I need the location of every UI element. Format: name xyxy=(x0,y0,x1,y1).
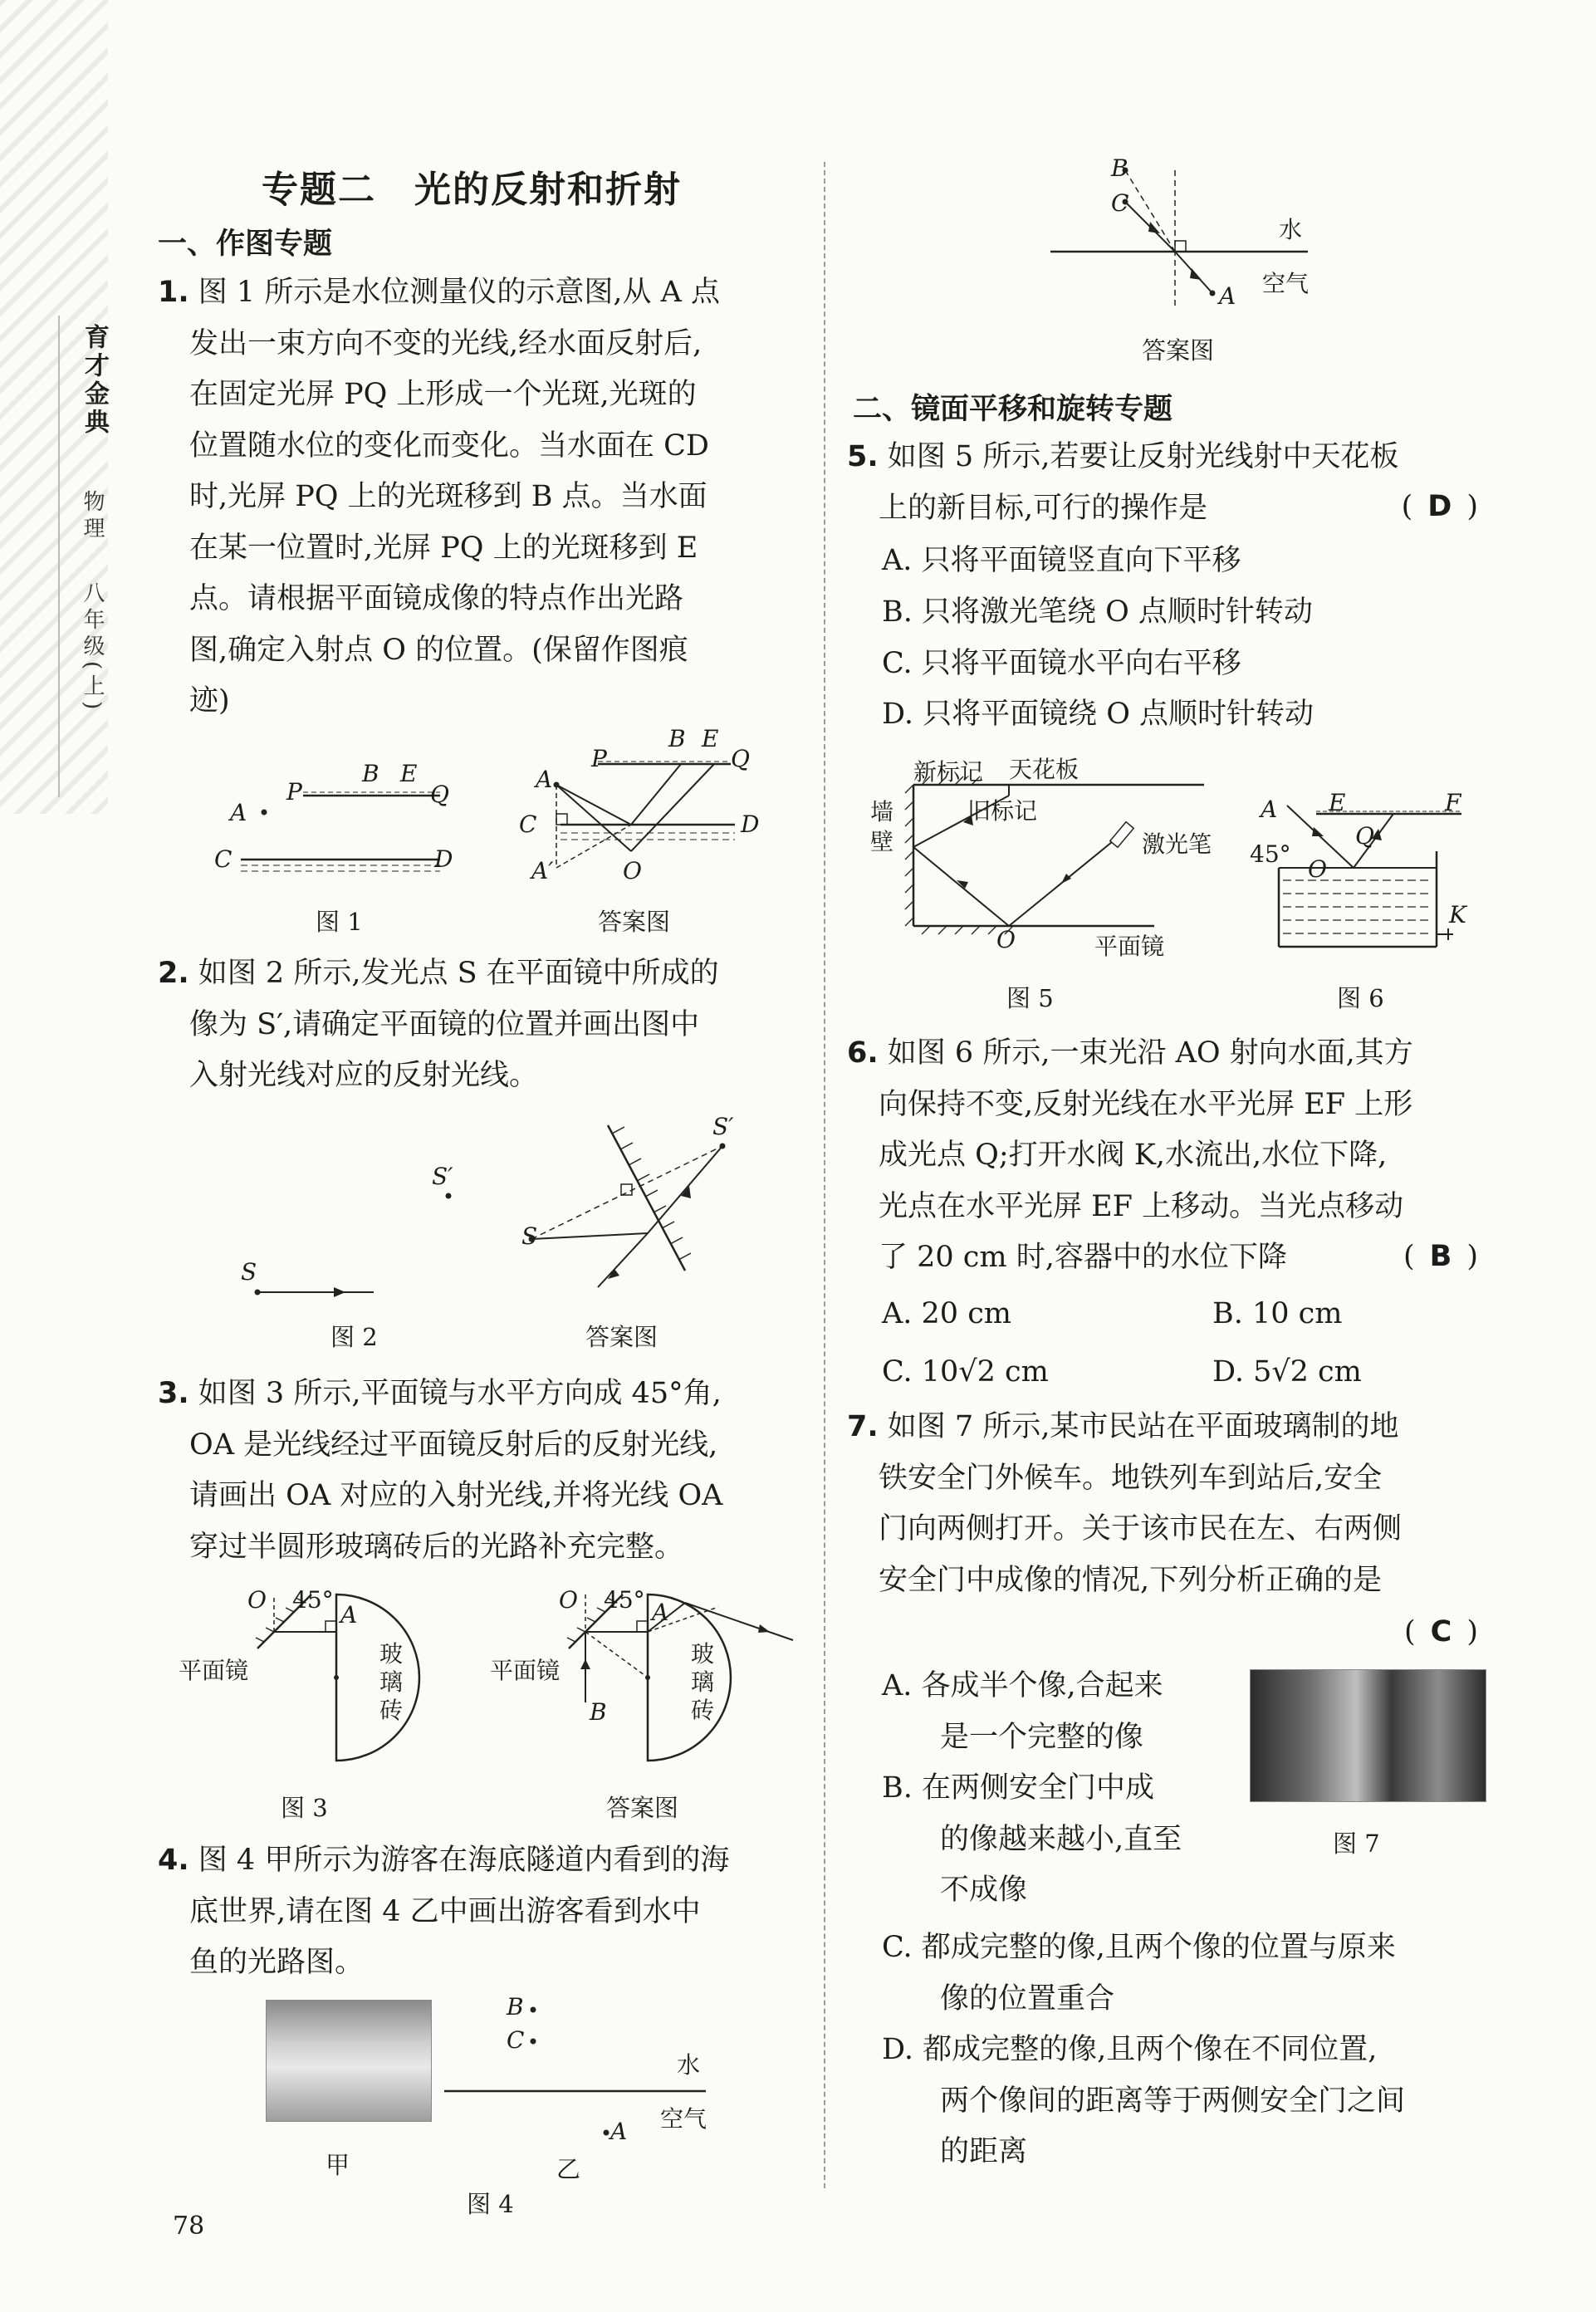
glass-label-char: 玻 xyxy=(379,1640,404,1668)
figure-2-answer-caption: 答案图 xyxy=(585,1323,658,1351)
question-number: 5. xyxy=(847,440,879,473)
option-7a xyxy=(882,1661,1163,1763)
wall-label-char: 墙 xyxy=(870,798,894,825)
question-line: 向保持不变,反射光线在水平光屏 EF 上形 xyxy=(879,1087,1413,1121)
answer-4-air-label: 空气 xyxy=(1262,270,1310,297)
question-number: 7. xyxy=(847,1410,879,1443)
option-line: 两个像间的距离等于两侧安全门之间 xyxy=(882,2084,1406,2118)
figure-6-caption: 图 6 xyxy=(1337,984,1384,1012)
figure-3-glass-label xyxy=(379,1640,403,1725)
answer-5: ( D ) xyxy=(1401,490,1478,523)
figure-5-old-mark-label: 旧标记 xyxy=(967,797,1038,825)
option-line: A. 各成半个像,合起来 xyxy=(882,1669,1163,1702)
page-title: 专题二 光的反射和折射 xyxy=(262,169,682,211)
question-line: 在某一位置时,光屏 PQ 上的光斑移到 E xyxy=(189,531,698,565)
question-number: 1. xyxy=(158,276,189,309)
figure-3-answer-mirror-label: 平面镜 xyxy=(490,1657,561,1684)
option-6c: C. 10√2 cm xyxy=(882,1355,1049,1389)
question-line: 发出一束方向不变的光线,经水面反射后, xyxy=(189,326,703,360)
column-divider xyxy=(824,162,825,2188)
glass-label-char: 璃 xyxy=(379,1668,404,1696)
section-heading-2: 二、镜面平移和旋转专题 xyxy=(853,393,1173,426)
option-5a: A. 只将平面镜竖直向下平移 xyxy=(882,544,1241,577)
question-line: 了 20 cm 时,容器中的水位下降 xyxy=(879,1241,1287,1274)
figure-1-answer-caption: 答案图 xyxy=(598,908,671,936)
figure-3-caption: 图 3 xyxy=(281,1794,328,1822)
option-line: 的距离 xyxy=(882,2135,1028,2168)
option-6a: A. 20 cm xyxy=(882,1297,1011,1330)
option-7c xyxy=(882,1923,1396,2025)
option-line: 不成像 xyxy=(882,1874,1028,1907)
question-line: 图 4 甲所示为游客在海底隧道内看到的海 xyxy=(198,1844,730,1877)
figure-4-answer-caption: 答案图 xyxy=(1142,336,1215,365)
section-heading-1: 一、作图专题 xyxy=(158,228,333,261)
answer-7: ( C ) xyxy=(1404,1615,1478,1648)
option-7b xyxy=(882,1763,1182,1917)
question-line: 在固定光屏 PQ 上形成一个光斑,光斑的 xyxy=(189,378,697,411)
question-line: 点。请根据平面镜成像的特点作出光路 xyxy=(189,582,684,615)
question-line: 上的新目标,可行的操作是 xyxy=(879,491,1208,525)
question-line: OA 是光线经过平面镜反射后的反射光线, xyxy=(189,1428,718,1462)
figure-3-answer-glass-label xyxy=(691,1640,714,1725)
question-line: 成光点 Q;打开水阀 K,水流出,水位下降, xyxy=(879,1139,1388,1172)
question-line: 时,光屏 PQ 上的光斑移到 B 点。当水面 xyxy=(189,480,707,513)
option-5b: B. 只将激光笔绕 O 点顺时针转动 xyxy=(882,595,1313,629)
answer-6: ( B ) xyxy=(1403,1240,1478,1273)
question-line: 请画出 OA 对应的入射光线,并将光线 OA xyxy=(189,1479,723,1512)
question-2 xyxy=(158,948,797,1102)
question-line: 像为 S′,请确定平面镜的位置并画出图中 xyxy=(189,1007,700,1041)
question-line: 图 1 所示是水位测量仪的示意图,从 A 点 xyxy=(198,276,720,309)
question-line: 光点在水平光屏 EF 上移动。当光点移动 xyxy=(879,1189,1404,1223)
figure-2-answer-diagram xyxy=(515,1113,764,1296)
figure-5-mirror-label: 平面镜 xyxy=(1094,933,1165,960)
option-line: B. 在两侧安全门中成 xyxy=(882,1771,1154,1805)
glass-label-char: 砖 xyxy=(379,1697,404,1724)
figure-7-caption: 图 7 xyxy=(1333,1830,1380,1858)
figure-3-answer-caption: 答案图 xyxy=(606,1794,679,1822)
figure-4a-label: 甲 xyxy=(326,2151,350,2179)
glass-label-char: 砖 xyxy=(691,1697,715,1724)
question-1 xyxy=(158,267,797,727)
question-line: 如图 7 所示,某市民站在平面玻璃制的地 xyxy=(887,1410,1399,1443)
figure-2-caption: 图 2 xyxy=(330,1323,378,1351)
figure-4-water-label: 水 xyxy=(677,2051,701,2079)
figure-3-mirror-label: 平面镜 xyxy=(179,1657,249,1684)
subway-door-photo xyxy=(1250,1669,1486,1802)
sidebar-divider xyxy=(58,316,60,797)
option-line: 像的位置重合 xyxy=(882,1981,1115,2016)
question-line: 如图 5 所示,若要让反射光线射中天花板 xyxy=(887,440,1399,473)
figure-4b-label: 乙 xyxy=(556,2155,581,2183)
option-line: C. 都成完整的像,且两个像的位置与原来 xyxy=(882,1931,1396,1964)
figure-5-ceiling-label: 天花板 xyxy=(1009,756,1080,783)
figure-1-caption: 图 1 xyxy=(316,908,363,936)
question-line: 门向两侧打开。关于该市民在左、右两侧 xyxy=(879,1512,1403,1545)
answer-letter: D xyxy=(1427,490,1452,523)
sidebar-brand: 育才金典 xyxy=(80,324,109,437)
question-3 xyxy=(158,1369,797,1573)
question-number: 4. xyxy=(158,1844,189,1877)
question-line: 安全门中成像的情况,下列分析正确的是 xyxy=(879,1563,1383,1597)
sidebar-subject: 物理 xyxy=(80,490,105,543)
question-7 xyxy=(847,1402,1495,1606)
question-4 xyxy=(158,1835,797,1989)
question-line: 鱼的光路图。 xyxy=(189,1946,365,1979)
question-line: 如图 3 所示,平面镜与水平方向成 45°角, xyxy=(198,1377,722,1410)
option-7d xyxy=(882,2025,1405,2178)
option-6d: D. 5√2 cm xyxy=(1212,1355,1362,1389)
undersea-tunnel-photo xyxy=(266,2000,432,2122)
answer-letter: B xyxy=(1429,1240,1452,1273)
question-line: 迹) xyxy=(189,684,230,718)
glass-label-char: 玻 xyxy=(691,1640,715,1668)
question-line: 位置随水位的变化而变化。当水面在 CD xyxy=(189,429,709,463)
question-line: 底世界,请在图 4 乙中画出游客看到水中 xyxy=(189,1894,701,1928)
option-5d: D. 只将平面镜绕 O 点顺时针转动 xyxy=(882,698,1314,731)
figure-1-diagram xyxy=(216,756,465,880)
figure-3-answer-diagram xyxy=(552,1586,818,1769)
question-number: 2. xyxy=(158,957,189,990)
question-number: 6. xyxy=(847,1036,879,1070)
option-line: 的像越来越小,直至 xyxy=(882,1822,1182,1856)
figure-4-air-label: 空气 xyxy=(660,2105,707,2133)
sidebar-grade: 八年级(上) xyxy=(80,581,105,715)
answer-letter: C xyxy=(1430,1615,1452,1648)
question-line: 入射光线对应的反射光线。 xyxy=(189,1059,539,1092)
option-line: D. 都成完整的像,且两个像在不同位置, xyxy=(882,2033,1378,2066)
figure-5-caption: 图 5 xyxy=(1006,984,1054,1012)
question-line: 如图 6 所示,一束光沿 AO 射向水面,其方 xyxy=(887,1036,1413,1070)
figure-5-laser-label: 激光笔 xyxy=(1142,830,1212,858)
option-5c: C. 只将平面镜水平向右平移 xyxy=(882,647,1241,680)
option-line: 是一个完整的像 xyxy=(882,1720,1144,1754)
question-line: 图,确定入射点 O 的位置。(保留作图痕 xyxy=(189,633,688,667)
page-number: 78 xyxy=(173,2212,205,2241)
figure-5-new-mark-label: 新标记 xyxy=(913,758,984,786)
answer-4-water-label: 水 xyxy=(1279,216,1303,243)
wall-label-char: 壁 xyxy=(870,828,894,855)
figure-2-diagram xyxy=(241,1179,490,1304)
question-number: 3. xyxy=(158,1377,189,1410)
question-line: 铁安全门外候车。地铁列车到站后,安全 xyxy=(879,1461,1383,1495)
option-6b: B. 10 cm xyxy=(1212,1297,1343,1330)
question-line: 穿过半圆形玻璃砖后的光路补充完整。 xyxy=(189,1530,684,1564)
question-line: 如图 2 所示,发光点 S 在平面镜中所成的 xyxy=(198,957,719,990)
figure-4-caption: 图 4 xyxy=(467,2190,514,2218)
glass-label-char: 璃 xyxy=(691,1668,715,1696)
figure-5-wall-label xyxy=(870,797,893,857)
